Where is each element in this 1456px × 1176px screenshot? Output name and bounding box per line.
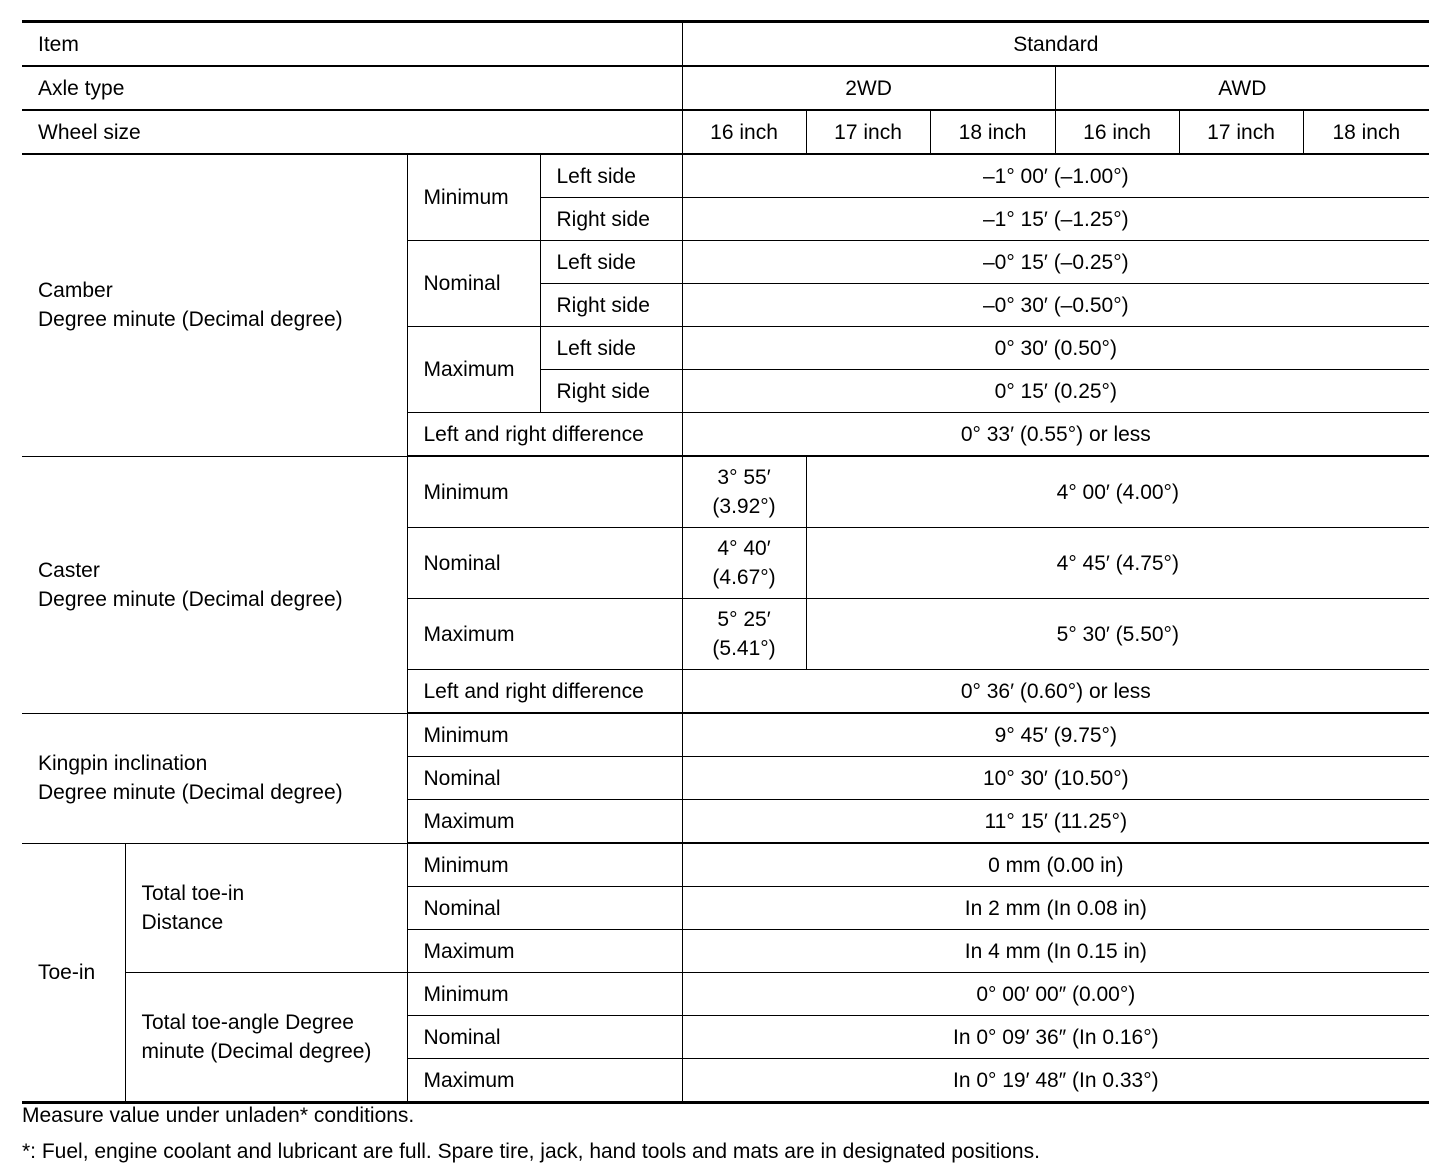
kingpin-min-value: 9° 45′ (9.75°) [682,713,1429,757]
header-row-axle [22,66,1429,110]
header-axle-awd: AWD [1055,66,1429,110]
kingpin-nom-value: 10° 30′ (10.50°) [682,757,1429,800]
camber-minimum-label: Minimum [407,154,540,241]
camber-max-left-value: 0° 30′ (0.50°) [682,327,1429,370]
camber-diff-value: 0° 33′ (0.55°) or less [682,413,1429,457]
camber-right-side-label: Right side [540,370,682,413]
caster-nom-2wd16-deg: 4° 40′ [717,537,771,560]
camber-right-side-label: Right side [540,284,682,327]
toein-ang-nom-value: In 0° 09′ 36″ (In 0.16°) [682,1016,1429,1059]
camber-nominal-label: Nominal [407,241,540,327]
camber-right-side-label: Right side [540,198,682,241]
camber-diff-label: Left and right difference [407,413,682,457]
toein-dist-maximum-label: Maximum [407,930,682,973]
caster-min-2wd16-deg: 3° 55′ [717,466,771,489]
caster-row [22,456,1429,528]
caster-maximum-label: Maximum [407,599,682,670]
caster-max-2wd16-dec: (5.41°) [712,637,776,660]
footnotes [22,1101,1429,1173]
header-axle-type: Axle type [22,66,682,110]
camber-nom-left-value: –0° 15′ (–0.25°) [682,241,1429,284]
toein-distance-unit: Distance [141,910,224,934]
kingpin-title: Kingpin inclination [38,752,208,775]
camber-max-right-value: 0° 15′ (0.25°) [682,370,1429,413]
toein-angle-label: Total toe-angle Degree minute (Decimal degree) [125,973,407,1103]
wheel-alignment-table [22,20,1429,1104]
header-item: Item [22,22,682,67]
caster-diff-value: 0° 36′ (0.60°) or less [682,670,1429,714]
toein-dist-min-value: 0 mm (0.00 in) [682,843,1429,887]
caster-minimum-label: Minimum [407,456,682,528]
wheel-size-cell: 17 inch [806,110,930,154]
kingpin-max-value: 11° 15′ (11.25°) [682,800,1429,844]
camber-left-side-label: Left side [540,154,682,198]
camber-nom-right-value: –0° 30′ (–0.50°) [682,284,1429,327]
camber-unit: Degree minute (Decimal degree) [38,308,343,332]
caster-min-other-value: 4° 00′ (4.00°) [806,456,1429,528]
caster-max-other-value: 5° 30′ (5.50°) [806,599,1429,670]
toein-row [22,973,1429,1016]
header-wheel-size: Wheel size [22,110,682,154]
header-axle-2wd: 2WD [682,66,1055,110]
caster-label [22,456,407,713]
kingpin-minimum-label: Minimum [407,713,682,757]
camber-min-left-value: –1° 00′ (–1.00°) [682,154,1429,198]
camber-left-side-label: Left side [540,327,682,370]
toein-dist-nominal-label: Nominal [407,887,682,930]
toein-row [22,843,1429,887]
camber-row [22,154,1429,198]
wheel-size-cell: 18 inch [1303,110,1429,154]
toein-ang-max-value: In 0° 19′ 48″ (In 0.33°) [682,1059,1429,1103]
camber-label [22,154,407,456]
toein-dist-minimum-label: Minimum [407,843,682,887]
footnote-measure: Measure value under unladen* conditions. [22,1104,415,1127]
caster-nom-2wd16-dec: (4.67°) [712,566,776,589]
toein-ang-nominal-label: Nominal [407,1016,682,1059]
camber-left-side-label: Left side [540,241,682,284]
toein-distance-title: Total toe-in [141,881,245,905]
camber-title: Camber [38,279,113,303]
caster-diff-label: Left and right difference [407,670,682,714]
toein-dist-max-value: In 4 mm (In 0.15 in) [682,930,1429,973]
wheel-size-cell: 18 inch [930,110,1055,154]
caster-nom-2wd16-value [682,528,806,599]
camber-min-right-value: –1° 15′ (–1.25°) [682,198,1429,241]
wheel-size-cell: 16 inch [682,110,806,154]
kingpin-row [22,713,1429,757]
toein-label: Toe-in [22,843,125,1103]
kingpin-label [22,713,407,843]
caster-nominal-label: Nominal [407,528,682,599]
kingpin-unit: Degree minute (Decimal degree) [38,781,343,804]
toein-dist-nom-value: In 2 mm (In 0.08 in) [682,887,1429,930]
caster-nom-other-value: 4° 45′ (4.75°) [806,528,1429,599]
caster-max-2wd16-deg: 5° 25′ [717,608,771,631]
kingpin-maximum-label: Maximum [407,800,682,844]
caster-min-2wd16-value [682,456,806,528]
caster-unit: Degree minute (Decimal degree) [38,587,343,611]
kingpin-nominal-label: Nominal [407,757,682,800]
footnote-unladen-definition: *: Fuel, engine coolant and lubricant are full. Spare tire, jack, hand tools and mats are in designated positions. [22,1140,1040,1163]
header-row-item [22,22,1429,67]
toein-ang-min-value: 0° 00′ 00″ (0.00°) [682,973,1429,1016]
toein-ang-maximum-label: Maximum [407,1059,682,1103]
caster-title: Caster [38,558,100,582]
header-standard: Standard [682,22,1429,67]
caster-max-2wd16-value [682,599,806,670]
toein-ang-minimum-label: Minimum [407,973,682,1016]
caster-min-2wd16-dec: (3.92°) [712,495,776,518]
wheel-size-cell: 16 inch [1055,110,1179,154]
toein-distance-label [125,843,407,973]
header-row-wheel [22,110,1429,154]
camber-maximum-label: Maximum [407,327,540,413]
wheel-size-cell: 17 inch [1179,110,1303,154]
